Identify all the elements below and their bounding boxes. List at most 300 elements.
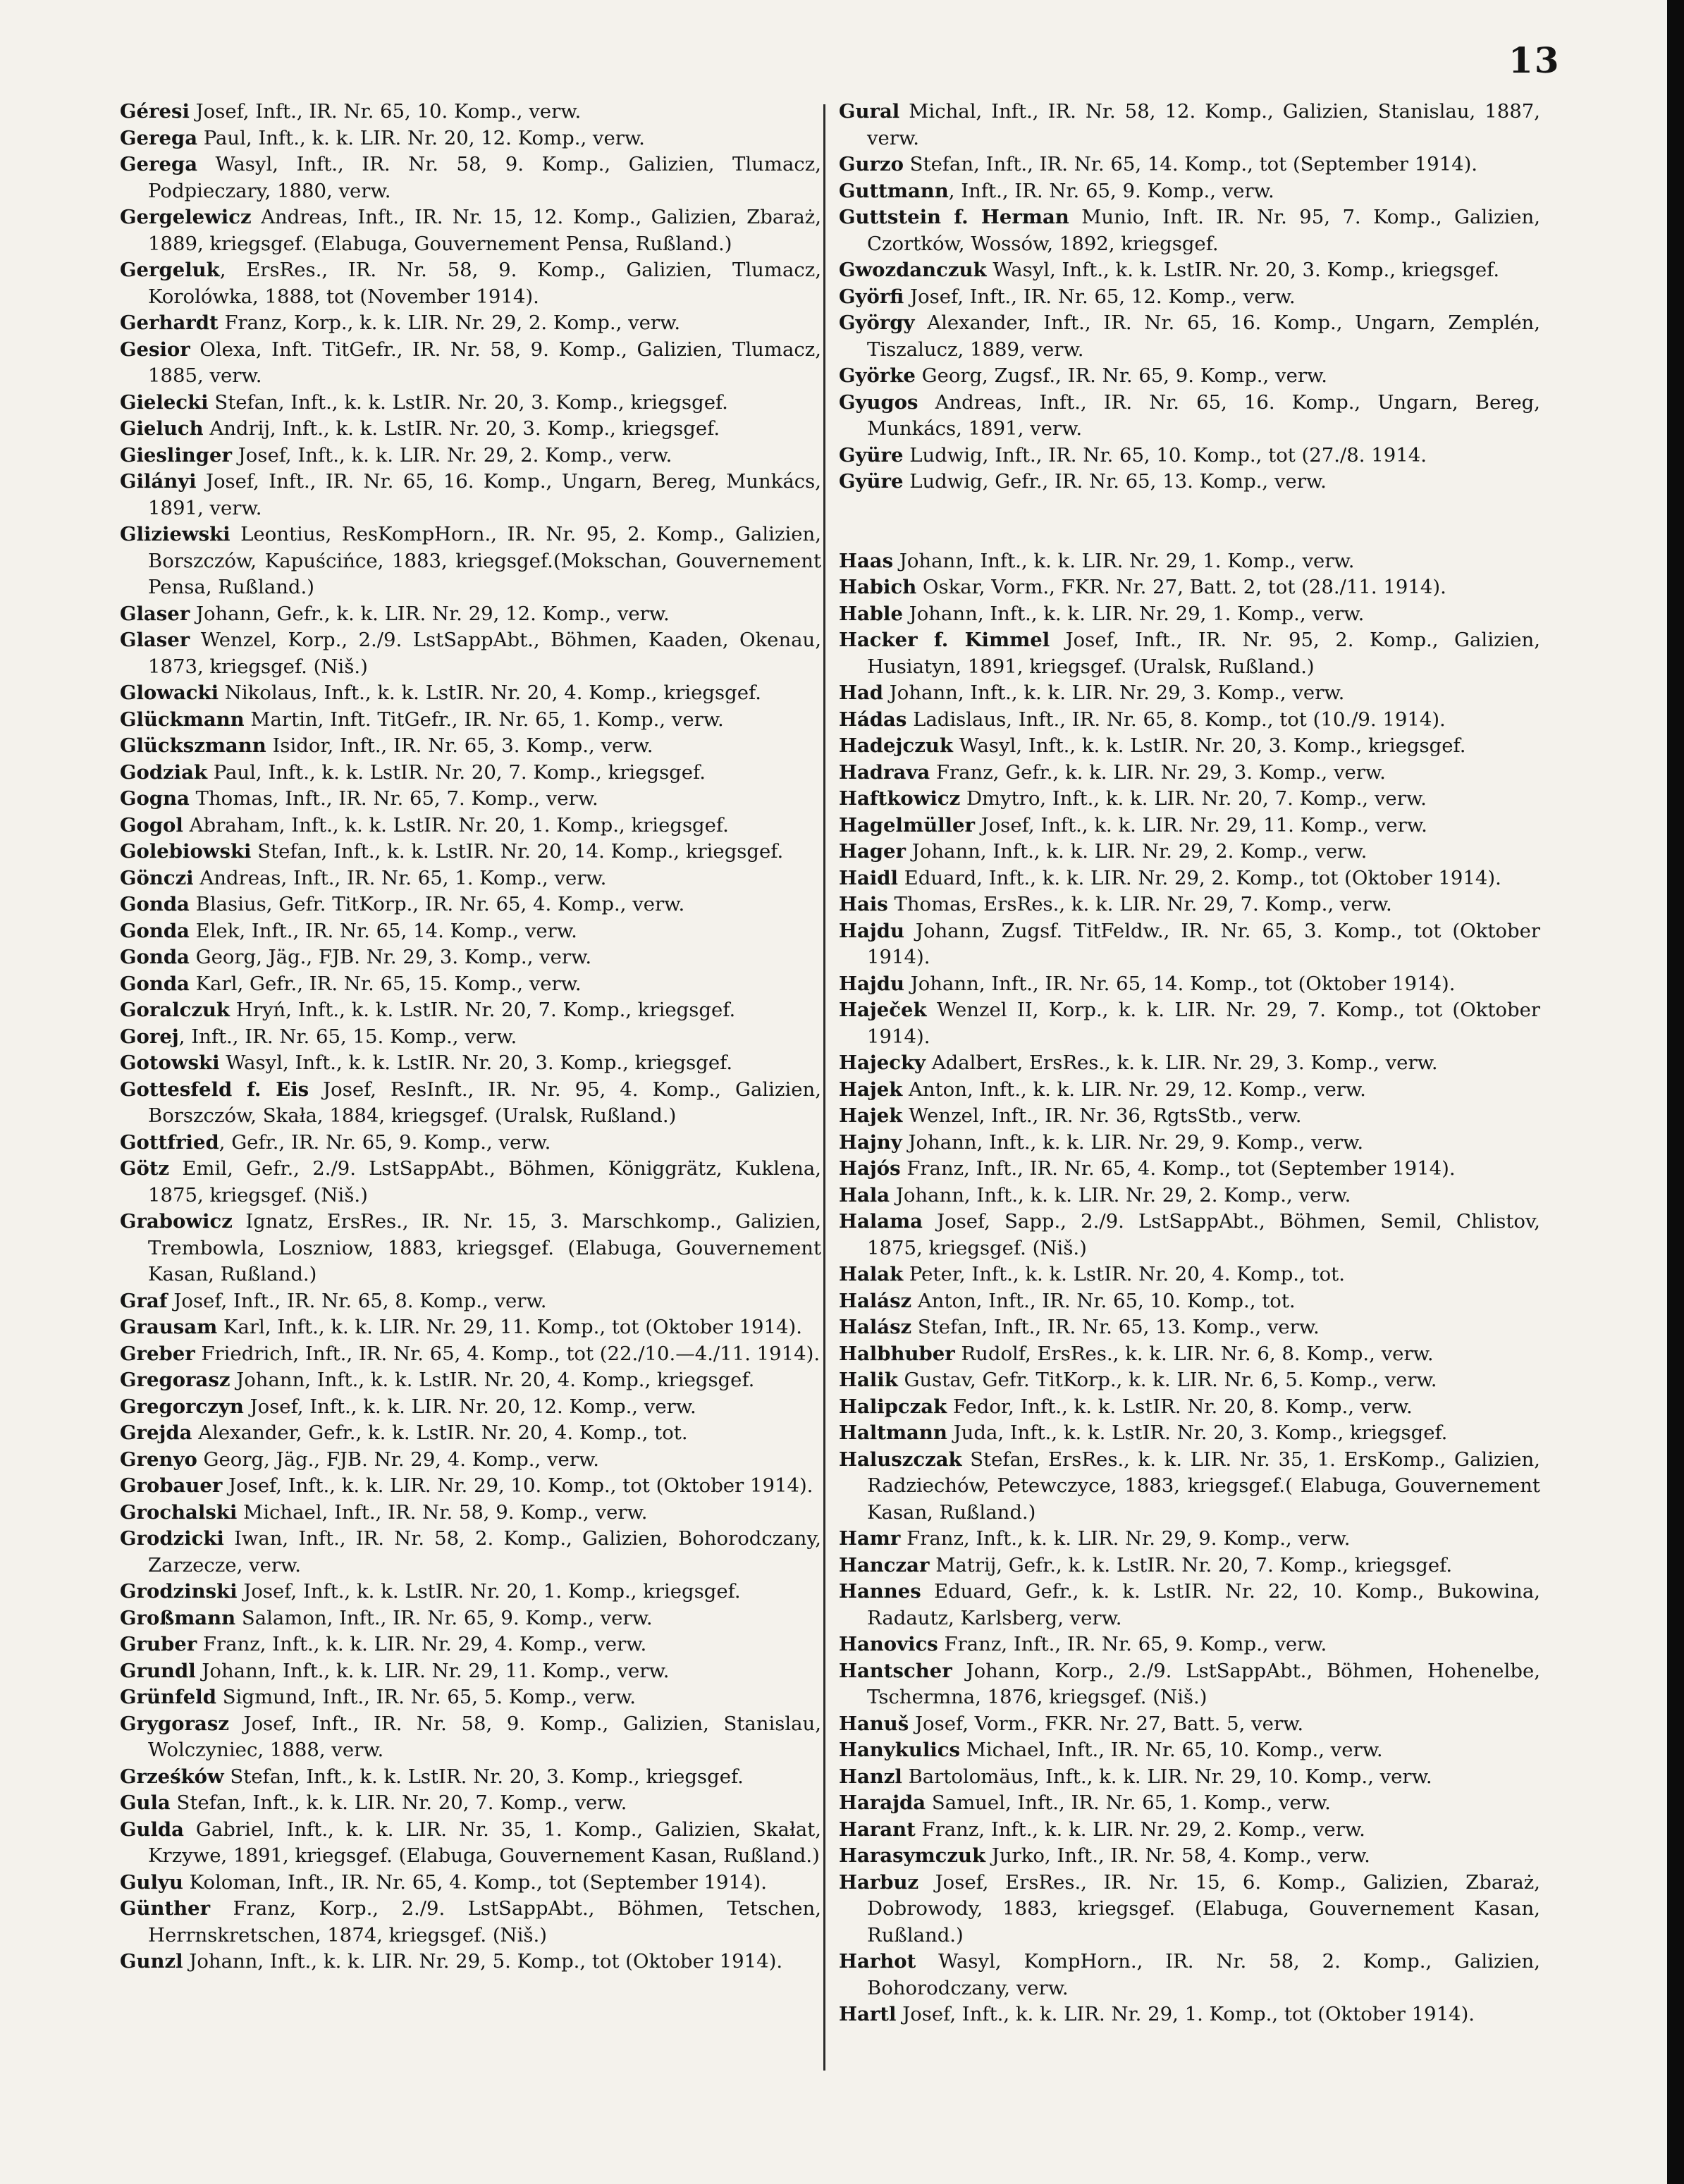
entry-surname: Hartl [839, 2003, 897, 2025]
entry-surname: Gogol [120, 813, 183, 837]
page-number: 13 [1508, 39, 1561, 81]
entry-details: Martin, Inft. TitGefr., IR. Nr. 65, 1. Komp., verw. [244, 708, 724, 731]
casualty-entry [839, 1367, 1540, 1394]
casualty-entry [120, 1526, 821, 1579]
entry-details: Josef, Inft., k. k. LIR. Nr. 29, 2. Komp., verw. [232, 443, 672, 467]
entry-details: Abraham, Inft., k. k. LstIR. Nr. 20, 1. Komp., kriegsgef. [183, 813, 729, 837]
entry-surname: Géresi [120, 100, 190, 123]
entry-surname: Gulyu [120, 1870, 183, 1894]
entry-details: Johann, Inft., k. k. LstIR. Nr. 20, 4. Komp., kriegsgef. [230, 1369, 755, 1391]
entry-surname: Großmann [120, 1606, 236, 1629]
casualty-entry [839, 1156, 1540, 1183]
entry-surname: György [839, 311, 915, 334]
entry-surname: Gerega [120, 126, 198, 149]
entry-surname: Grobauer [120, 1474, 223, 1497]
entry-details: Franz, Inft., k. k. LIR. Nr. 29, 9. Komp., verw. [900, 1527, 1351, 1550]
entry-surname: Hanykulics [839, 1739, 960, 1761]
casualty-entry [120, 1394, 821, 1421]
casualty-entry [839, 627, 1540, 680]
casualty-entry [839, 918, 1540, 971]
casualty-entry [839, 1050, 1540, 1077]
entry-surname: Harasymczuk [839, 1844, 986, 1867]
entry-surname: Glückmann [120, 708, 245, 731]
casualty-entry [839, 813, 1540, 839]
entry-details: , Inft., IR. Nr. 65, 15. Komp., verw. [178, 1025, 517, 1048]
right-column [839, 99, 1540, 2028]
casualty-entry [120, 1367, 821, 1394]
casualty-entry [120, 310, 821, 337]
entry-surname: Gruber [120, 1633, 197, 1655]
entry-details: Stefan, Inft., k. k. LIR. Nr. 20, 7. Komp., verw. [170, 1791, 627, 1814]
entry-details: Adalbert, ErsRes., k. k. LIR. Nr. 29, 3. Komp., verw. [926, 1051, 1438, 1074]
entry-surname: Halik [839, 1369, 898, 1391]
casualty-entry [839, 390, 1540, 443]
casualty-entry [839, 1737, 1540, 1764]
casualty-entry [120, 601, 821, 628]
entry-details: Ladislaus, Inft., IR. Nr. 65, 8. Komp., tot (10./9. 1914). [906, 708, 1446, 731]
casualty-entry [839, 839, 1540, 865]
casualty-entry [120, 839, 821, 865]
entry-details: Wasyl, Inft., k. k. LstIR. Nr. 20, 3. Komp., kriegsgef. [219, 1051, 733, 1074]
casualty-entry [839, 1870, 1540, 1949]
entry-details: Johann, Inft., k. k. LIR. Nr. 29, 3. Komp., verw. [883, 681, 1345, 704]
casualty-entry [839, 574, 1540, 601]
casualty-entry [120, 1579, 821, 1605]
entry-details: Josef, Inft., k. k. LIR. Nr. 29, 10. Komp., tot (Oktober 1914). [222, 1474, 813, 1497]
casualty-entry [839, 284, 1540, 311]
entry-surname: Haidl [839, 866, 898, 889]
entry-details: Johann, Inft., k. k. LIR. Nr. 29, 1. Komp., verw. [902, 602, 1365, 625]
left-column [120, 99, 821, 1975]
entry-details: , Gefr., IR. Nr. 65, 9. Komp., verw. [219, 1130, 551, 1154]
casualty-entry [120, 707, 821, 734]
casualty-entry [120, 1790, 821, 1817]
entry-details: Juda, Inft., k. k. LstIR. Nr. 20, 3. Komp., kriegsgef. [947, 1421, 1448, 1444]
entry-details: Josef, ErsRes., IR. Nr. 15, 6. Komp., Galizien, Zbaraż, Dobrowody, 1883, kriegsgef. (Elabuga, Gouvernement Kasan, Rußland.) [867, 1870, 1540, 1947]
casualty-entry [839, 363, 1540, 390]
casualty-entry [839, 1526, 1540, 1553]
entry-surname: Hamr [839, 1527, 901, 1550]
column-divider [823, 104, 825, 2071]
entry-details: Franz, Korp., 2./9. LstSappAbt., Böhmen, Tetschen, Herrnskretschen, 1874, kriegsgef. (Niš.) [148, 1897, 821, 1947]
entry-surname: Graf [120, 1289, 168, 1312]
entry-surname: Gwozdanczuk [839, 259, 987, 281]
entry-details: Matrij, Gefr., k. k. LstIR. Nr. 20, 7. Komp., kriegsgef. [929, 1553, 1453, 1577]
entry-details: Olexa, Inft. TitGefr., IR. Nr. 58, 9. Komp., Galizien, Tlumacz, 1885, verw. [148, 338, 821, 387]
casualty-entry [120, 997, 821, 1024]
casualty-entry [120, 786, 821, 813]
entry-details: Georg, Zugsf., IR. Nr. 65, 9. Komp., verw. [915, 364, 1328, 387]
casualty-entry [839, 1631, 1540, 1658]
entry-details: , Inft., IR. Nr. 65, 9. Komp., verw. [948, 179, 1274, 202]
entry-details: Koloman, Inft., IR. Nr. 65, 4. Komp., tot (September 1914). [183, 1870, 767, 1894]
entry-details: Bartolomäus, Inft., k. k. LIR. Nr. 29, 10. Komp., verw. [902, 1765, 1432, 1788]
right-column-g-entries [839, 99, 1540, 495]
entry-details: Michael, Inft., IR. Nr. 65, 10. Komp., verw. [959, 1739, 1383, 1761]
casualty-entry [839, 997, 1540, 1050]
casualty-entry [120, 627, 821, 680]
entry-surname: Grünfeld [120, 1686, 216, 1708]
entry-details: Wenzel, Inft., IR. Nr. 36, RgtsStb., verw. [902, 1104, 1302, 1127]
entry-details: Stefan, ErsRes., k. k. LIR. Nr. 35, 1. ErsKomp., Galizien, Radziechów, Petewczyce, 1883, kriegsgef.( Elabuga, Gouvernement Kasan, Rußland.) [867, 1448, 1540, 1524]
entry-surname: Hajny [839, 1130, 902, 1154]
entry-surname: Goralczuk [120, 999, 230, 1021]
entry-details: Ignatz, ErsRes., IR. Nr. 15, 3. Marschkomp., Galizien, Trembowla, Loszniow, 1883, kriegsgef. (Elabuga, Gouvernement Kasan, Rußland.) [148, 1210, 821, 1285]
entry-surname: Gogna [120, 787, 190, 810]
entry-surname: Gulda [120, 1818, 184, 1841]
entry-details: Andreas, Inft., IR. Nr. 15, 12. Komp., Galizien, Zbaraż, 1889, kriegsgef. (Elabuga, Gouvernement Pensa, Rußland.) [148, 206, 821, 255]
entry-details: Isidor, Inft., IR. Nr. 65, 3. Komp., verw. [266, 734, 653, 757]
entry-surname: Gregorczyn [120, 1395, 244, 1418]
entry-details: Gustav, Gefr. TitKorp., k. k. LIR. Nr. 6, 5. Komp., verw. [897, 1369, 1437, 1391]
entry-surname: Had [839, 681, 884, 704]
entry-surname: Halász [839, 1316, 912, 1338]
entry-details: Alexander, Inft., IR. Nr. 65, 16. Komp., Ungarn, Zemplén, Tiszalucz, 1889, verw. [867, 311, 1540, 361]
entry-details: Rudolf, ErsRes., k. k. LIR. Nr. 6, 8. Komp., verw. [954, 1342, 1434, 1365]
entry-details: Josef, Inft., IR. Nr. 58, 9. Komp., Galizien, Stanislau, Wolczyniec, 1888, verw. [148, 1712, 821, 1761]
casualty-entry [120, 1684, 821, 1711]
entry-surname: Györke [839, 364, 916, 387]
casualty-entry [120, 1341, 821, 1368]
casualty-entry [839, 971, 1540, 998]
entry-surname: Hajdu [839, 919, 904, 942]
entry-details: Andreas, Inft., IR. Nr. 65, 16. Komp., Ungarn, Bereg, Munkács, 1891, verw. [867, 390, 1540, 440]
entry-details: Salamon, Inft., IR. Nr. 65, 9. Komp., verw. [235, 1606, 653, 1629]
entry-surname: Habich [839, 576, 917, 598]
entry-surname: Gottesfeld f. Eis [120, 1078, 309, 1101]
entry-details: Franz, Inft., IR. Nr. 65, 4. Komp., tot (September 1914). [900, 1157, 1456, 1180]
entry-surname: Grochalski [120, 1500, 238, 1524]
entry-surname: Gieslinger [120, 443, 233, 467]
entry-surname: Haltmann [839, 1421, 947, 1444]
entry-details: Thomas, Inft., IR. Nr. 65, 7. Komp., verw. [189, 787, 598, 810]
entry-details: Stefan, Inft., k. k. LstIR. Nr. 20, 3. Komp., kriegsgef. [223, 1765, 744, 1788]
casualty-entry [839, 1553, 1540, 1579]
entry-details: Josef, Inft., k. k. LIR. Nr. 20, 12. Komp., verw. [243, 1395, 696, 1418]
casualty-entry [839, 1209, 1540, 1261]
casualty-entry [120, 99, 821, 125]
casualty-entry [120, 125, 821, 152]
entry-surname: Harant [839, 1818, 916, 1841]
entry-surname: Gerega [120, 153, 198, 175]
entry-surname: Haluszczak [839, 1448, 962, 1471]
entry-details: Josef, Inft., k. k. LstIR. Nr. 20, 1. Komp., kriegsgef. [237, 1580, 741, 1603]
entry-details: Josef, Inft., IR. Nr. 65, 10. Komp., verw. [189, 100, 582, 123]
entry-surname: Gieluch [120, 417, 204, 440]
entry-surname: Hais [839, 893, 888, 915]
entry-surname: Gregorasz [120, 1369, 231, 1391]
entry-details: Stefan, Inft., k. k. LstIR. Nr. 20, 3. Komp., kriegsgef. [208, 390, 728, 414]
casualty-entry [120, 813, 821, 839]
entry-surname: Grejda [120, 1421, 192, 1444]
casualty-entry [839, 1183, 1540, 1209]
entry-details: Blasius, Gefr. TitKorp., IR. Nr. 65, 4. Komp., verw. [189, 893, 685, 915]
casualty-entry [839, 1261, 1540, 1288]
entry-details: Sigmund, Inft., IR. Nr. 65, 5. Komp., verw. [216, 1686, 636, 1708]
casualty-entry [120, 760, 821, 786]
casualty-entry [120, 1050, 821, 1077]
casualty-entry [120, 1949, 821, 1975]
entry-surname: Grenyo [120, 1448, 197, 1471]
entry-details: Josef, Inft., IR. Nr. 65, 16. Komp., Ungarn, Bereg, Munkács, 1891, verw. [148, 470, 821, 519]
entry-surname: Gonda [120, 946, 190, 968]
entry-surname: Glückszmann [120, 734, 266, 757]
entry-details: Michael, Inft., IR. Nr. 58, 9. Komp., verw. [237, 1500, 648, 1524]
entry-details: Dmytro, Inft., k. k. LIR. Nr. 20, 7. Komp., verw. [960, 787, 1427, 810]
entry-surname: Grześków [120, 1765, 224, 1788]
casualty-entry [120, 469, 821, 522]
entry-surname: Hable [839, 602, 903, 625]
entry-surname: Guttstein f. Herman [839, 206, 1069, 228]
casualty-entry [839, 1949, 1540, 2001]
casualty-entry [839, 680, 1540, 707]
entry-surname: Gonda [120, 893, 190, 915]
casualty-entry [120, 944, 821, 971]
casualty-entry [839, 1314, 1540, 1341]
entry-surname: Gesior [120, 338, 190, 361]
casualty-entry [120, 522, 821, 601]
entry-details: Paul, Inft., k. k. LIR. Nr. 20, 12. Komp., verw. [197, 126, 645, 149]
casualty-entry [839, 1077, 1540, 1104]
entry-details: Friedrich, Inft., IR. Nr. 65, 4. Komp., tot (22./10.—4./11. 1914). [195, 1342, 821, 1365]
casualty-entry [120, 443, 821, 469]
casualty-entry [120, 337, 821, 390]
casualty-entry [120, 1817, 821, 1870]
casualty-entry [120, 1500, 821, 1526]
casualty-entry [839, 1790, 1540, 1817]
entry-details: Franz, Inft., k. k. LIR. Nr. 29, 2. Komp., verw. [915, 1818, 1365, 1841]
entry-surname: Glaser [120, 602, 190, 625]
entry-surname: Hajek [839, 1104, 903, 1127]
entry-surname: Hajós [839, 1157, 901, 1180]
entry-surname: Hádas [839, 708, 907, 731]
entry-surname: Gilányi [120, 470, 197, 493]
casualty-entry [839, 178, 1540, 205]
casualty-entry [839, 1130, 1540, 1156]
casualty-entry [120, 733, 821, 760]
entry-details: Georg, Jäg., FJB. Nr. 29, 4. Komp., verw. [197, 1448, 599, 1471]
entry-surname: Haftkowicz [839, 787, 961, 810]
entry-details: Fedor, Inft., k. k. LstIR. Nr. 20, 8. Komp., verw. [947, 1395, 1413, 1418]
entry-details: Johann, Inft., k. k. LIR. Nr. 29, 11. Komp., verw. [195, 1659, 670, 1682]
casualty-entry [839, 1394, 1540, 1421]
casualty-entry [120, 1130, 821, 1156]
casualty-entry [120, 1156, 821, 1209]
entry-details: Johann, Inft., k. k. LIR. Nr. 29, 5. Komp., tot (Oktober 1914). [183, 1950, 783, 1973]
entry-details: Johann, Inft., k. k. LIR. Nr. 29, 1. Komp., verw. [893, 549, 1355, 572]
casualty-entry [120, 1288, 821, 1315]
entry-surname: Halak [839, 1263, 904, 1285]
entry-surname: Götz [120, 1157, 170, 1180]
entry-details: Samuel, Inft., IR. Nr. 65, 1. Komp., verw. [926, 1791, 1331, 1814]
entry-surname: Grygorasz [120, 1712, 229, 1735]
entry-surname: Grundl [120, 1659, 196, 1682]
casualty-entry [839, 152, 1540, 178]
entry-surname: Gural [839, 100, 900, 123]
casualty-entry [839, 469, 1540, 495]
casualty-entry [120, 1658, 821, 1685]
entry-details: Karl, Inft., k. k. LIR. Nr. 29, 11. Komp., tot (Oktober 1914). [217, 1316, 802, 1338]
entry-details: Hryń, Inft., k. k. LstIR. Nr. 20, 7. Komp., kriegsgef. [230, 999, 736, 1021]
entry-details: Johann, Inft., k. k. LIR. Nr. 29, 9. Komp., verw. [902, 1130, 1364, 1154]
entry-surname: Glowacki [120, 681, 219, 704]
entry-surname: Hala [839, 1183, 890, 1207]
casualty-entry [839, 601, 1540, 628]
casualty-entry [120, 416, 821, 443]
casualty-entry [120, 257, 821, 310]
entry-details: Wasyl, Inft., k. k. LstIR. Nr. 20, 3. Komp., kriegsgef. [986, 259, 1500, 281]
entry-details: Elek, Inft., IR. Nr. 65, 14. Komp., verw. [189, 919, 577, 942]
entry-details: Franz, Gefr., k. k. LIR. Nr. 29, 3. Komp., verw. [930, 760, 1386, 784]
entry-surname: Harajda [839, 1791, 926, 1814]
entry-details: Eduard, Inft., k. k. LIR. Nr. 29, 2. Komp., tot (Oktober 1914). [897, 866, 1501, 889]
entry-details: Munio, Inft. IR. Nr. 95, 7. Komp., Galizien, Czortków, Wossów, 1892, kriegsgef. [867, 206, 1540, 255]
casualty-entry [839, 1658, 1540, 1711]
casualty-entry [120, 1473, 821, 1500]
entry-surname: Guttmann [839, 179, 949, 202]
entry-surname: Györfi [839, 285, 904, 308]
casualty-entry [120, 1077, 821, 1130]
casualty-entry [120, 1870, 821, 1896]
entry-details: Ludwig, Inft., IR. Nr. 65, 10. Komp., tot (27./8. 1914. [903, 443, 1427, 467]
entry-details: Ludwig, Gefr., IR. Nr. 65, 13. Komp., verw. [903, 470, 1327, 493]
entry-details: Gabriel, Inft., k. k. LIR. Nr. 35, 1. Komp., Galizien, Skałat, Krzywe, 1891, kriegsgef. (Elabuga, Gouvernement Kasan, Rußland.) [148, 1818, 821, 1867]
entry-surname: Golebiowski [120, 840, 252, 863]
entry-details: Jurko, Inft., IR. Nr. 58, 4. Komp., verw. [985, 1844, 1370, 1867]
casualty-entry [120, 918, 821, 945]
entry-surname: Grabowicz [120, 1210, 233, 1233]
entry-details: Wasyl, Inft., IR. Nr. 58, 9. Komp., Galizien, Tlumacz, Podpieczary, 1880, verw. [148, 153, 821, 202]
casualty-entry [839, 733, 1540, 760]
casualty-entry [839, 1288, 1540, 1315]
entry-surname: Glaser [120, 629, 190, 651]
entry-surname: Hacker f. Kimmel [839, 629, 1050, 651]
entry-details: Oskar, Vorm., FKR. Nr. 27, Batt. 2, tot (28./11. 1914). [916, 576, 1446, 598]
entry-surname: Grodzinski [120, 1580, 238, 1603]
casualty-entry [839, 707, 1540, 734]
entry-surname: Gottfried [120, 1130, 219, 1154]
entry-surname: Halama [839, 1210, 923, 1233]
right-column-h-entries [839, 548, 1540, 2028]
entry-details: Wenzel, Korp., 2./9. LstSappAbt., Böhmen, Kaaden, Okenau, 1873, kriegsgef. (Niš.) [148, 629, 821, 678]
entry-details: Andrij, Inft., k. k. LstIR. Nr. 20, 3. Komp., kriegsgef. [203, 417, 720, 440]
casualty-entry [839, 892, 1540, 918]
entry-surname: Gonda [120, 919, 190, 942]
entry-details: Josef, Inft., IR. Nr. 95, 2. Komp., Galizien, Husiatyn, 1891, kriegsgef. (Uralsk, Rußland.) [867, 629, 1540, 678]
casualty-entry [120, 1605, 821, 1632]
entry-surname: Hajecky [839, 1051, 926, 1074]
entry-surname: Gielecki [120, 390, 209, 414]
entry-details: Michal, Inft., IR. Nr. 58, 12. Komp., Galizien, Stanislau, 1887, verw. [867, 100, 1540, 149]
casualty-entry [120, 865, 821, 892]
entry-surname: Gönczi [120, 866, 194, 889]
casualty-entry [839, 548, 1540, 575]
entry-surname: Gotowski [120, 1051, 220, 1074]
entry-details: Anton, Inft., k. k. LIR. Nr. 29, 12. Komp., verw. [902, 1078, 1366, 1101]
entry-surname: Greber [120, 1342, 195, 1365]
casualty-entry [839, 443, 1540, 469]
entry-surname: Hajek [839, 1078, 903, 1101]
entry-surname: Günther [120, 1897, 211, 1920]
letter-group-gap [839, 495, 1540, 548]
entry-surname: Hanovics [839, 1633, 938, 1655]
entry-details: Stefan, Inft., k. k. LstIR. Nr. 20, 14. Komp., kriegsgef. [251, 840, 784, 863]
casualty-entry [120, 971, 821, 998]
entry-details: , ErsRes., IR. Nr. 58, 9. Komp., Galizien, Tlumacz, Korolówka, 1888, tot (November 1914). [148, 259, 821, 308]
entry-surname: Hanzl [839, 1765, 902, 1788]
entry-surname: Haječek [839, 999, 927, 1021]
entry-details: Alexander, Gefr., k. k. LstIR. Nr. 20, 4. Komp., tot. [192, 1421, 688, 1444]
entry-surname: Gyüre [839, 470, 904, 493]
entry-details: Josef, Vorm., FKR. Nr. 27, Batt. 5, verw. [909, 1712, 1304, 1735]
casualty-entry [839, 99, 1540, 152]
entry-surname: Gunzl [120, 1950, 183, 1973]
casualty-entry [839, 1817, 1540, 1844]
casualty-entry [839, 2001, 1540, 2028]
casualty-entry [120, 1447, 821, 1474]
entry-details: Franz, Inft., k. k. LIR. Nr. 29, 4. Komp., verw. [197, 1633, 647, 1655]
casualty-entry [120, 1896, 821, 1949]
page-edge-shadow [1667, 0, 1684, 2184]
entry-surname: Hajdu [839, 972, 904, 995]
casualty-entry [120, 892, 821, 918]
entry-details: Wasyl, KompHorn., IR. Nr. 58, 2. Komp., Galizien, Bohorodczany, verw. [867, 1950, 1540, 1999]
entry-details: Anton, Inft., IR. Nr. 65, 10. Komp., tot. [911, 1289, 1296, 1312]
casualty-entry [120, 1420, 821, 1447]
casualty-entry [120, 1711, 821, 1764]
entry-surname: Hannes [839, 1580, 921, 1603]
entry-surname: Halász [839, 1289, 912, 1312]
entry-surname: Gorej [120, 1025, 179, 1048]
entry-details: Emil, Gefr., 2./9. LstSappAbt., Böhmen, Königgrätz, Kuklena, 1875, kriegsgef. (Niš.) [148, 1157, 821, 1207]
casualty-entry [120, 680, 821, 707]
entry-surname: Hadrava [839, 760, 930, 784]
casualty-entry [839, 1764, 1540, 1791]
casualty-entry [839, 1420, 1540, 1447]
entry-details: Stefan, Inft., IR. Nr. 65, 13. Komp., verw. [911, 1316, 1320, 1338]
casualty-entry [120, 152, 821, 204]
casualty-entry [120, 1024, 821, 1051]
entry-details: Andreas, Inft., IR. Nr. 65, 1. Komp., verw. [193, 866, 607, 889]
entry-details: Josef, Inft., k. k. LIR. Nr. 29, 11. Komp., verw. [974, 813, 1427, 837]
casualty-entry [839, 204, 1540, 257]
entry-details: Johann, Inft., k. k. LIR. Nr. 29, 2. Komp., verw. [906, 840, 1368, 863]
entry-details: Thomas, ErsRes., k. k. LIR. Nr. 29, 7. Komp., verw. [887, 893, 1392, 915]
casualty-entry [839, 760, 1540, 786]
entry-details: Johann, Zugsf. TitFeldw., IR. Nr. 65, 3. Komp., tot (Oktober 1914). [867, 919, 1540, 968]
entry-details: Franz, Korp., k. k. LIR. Nr. 29, 2. Komp., verw. [218, 311, 681, 334]
entry-surname: Harhot [839, 1950, 916, 1973]
casualty-entry [120, 1209, 821, 1288]
casualty-entry [839, 865, 1540, 892]
entry-surname: Grausam [120, 1316, 218, 1338]
entry-surname: Gerhardt [120, 311, 219, 334]
entry-surname: Hantscher [839, 1659, 952, 1682]
entry-surname: Halipczak [839, 1395, 947, 1418]
entry-details: Stefan, Inft., IR. Nr. 65, 14. Komp., tot (September 1914). [903, 153, 1478, 175]
entry-details: Eduard, Gefr., k. k. LstIR. Nr. 22, 10. Komp., Bukowina, Radautz, Karlsberg, verw. [867, 1580, 1540, 1629]
entry-details: Josef, Sapp., 2./9. LstSappAbt., Böhmen, Semil, Chlistov, 1875, kriegsgef. (Niš.) [867, 1210, 1540, 1259]
entry-surname: Grodzicki [120, 1527, 224, 1550]
casualty-entry [839, 786, 1540, 813]
entry-surname: Hanuš [839, 1712, 909, 1735]
casualty-entry [120, 1764, 821, 1791]
entry-details: Josef, Inft., IR. Nr. 65, 12. Komp., verw. [904, 285, 1296, 308]
casualty-entry [839, 1711, 1540, 1738]
entry-surname: Hagelmüller [839, 813, 975, 837]
entry-details: Wasyl, Inft., k. k. LstIR. Nr. 20, 3. Komp., kriegsgef. [952, 734, 1466, 757]
entry-surname: Gula [120, 1791, 171, 1814]
